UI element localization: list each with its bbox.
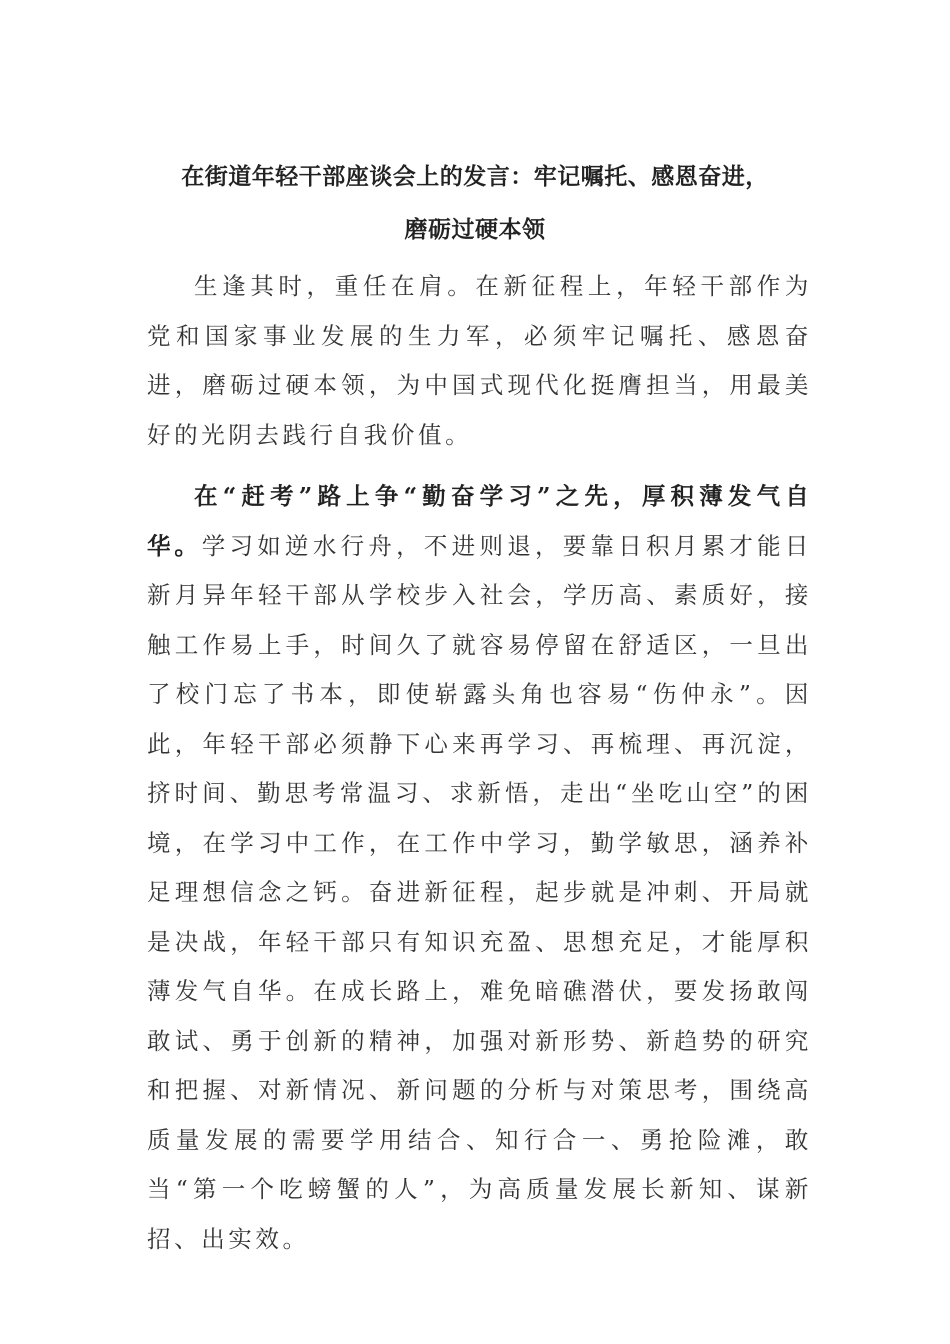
document-title-line-1: 在街道年轻干部座谈会上的发言：牢记嘱托、感恩奋进， [181,163,769,190]
paragraph-intro: 生逢其时，重任在肩。在新征程上，年轻干部作为党和国家事业发展的生力军，必须牢记嘱托、感恩奋进，磨砺过硬本领，为中国式现代化挺膺担当，用最美好的光阴去践行自我价值。 [147,272,812,449]
paragraph-study-body: 学习如逆水行舟，不进则退，要靠日积月累才能日新月异年轻干部从学校步入社会，学历高、素质好，接触工作易上手，时间久了就容易停留在舒适区，一旦出了校门忘了书本，即使崭露头角也容易“伤仲永”。因此，年轻干部必须静下心来再学习、再梳理、再沉淀，挤时间、勤思考常温习、求新悟，走出“坐吃山空”的困境，在学习中工作，在工作中学习，勤学敏思，涵养补足理想信念之钙。奋进新征程，起步就是冲刺、开局就是决战，年轻干部只有知识充盈、思想充足，才能厚积薄发气自华。在成长路上，难免暗礁潜伏，要发扬敢闯敢试、勇于创新的精神，加强对新形势、新趋势的研究和把握、对新情况、新问题的分析与对策思考，围绕高质量发展的需要学用结合、知行合一、勇抢险滩，敢当“第一个吃螃蟹的人”，为高质量发展长新知、谋新招、出实效。 [147,531,813,1253]
document-title-line-2: 磨砺过硬本领 [404,216,546,243]
paragraph-study-lead: 在“赶考”路上争“勤奋学习”之先，厚积薄发气自华。 [147,482,812,560]
paragraph-study [147,472,812,1264]
